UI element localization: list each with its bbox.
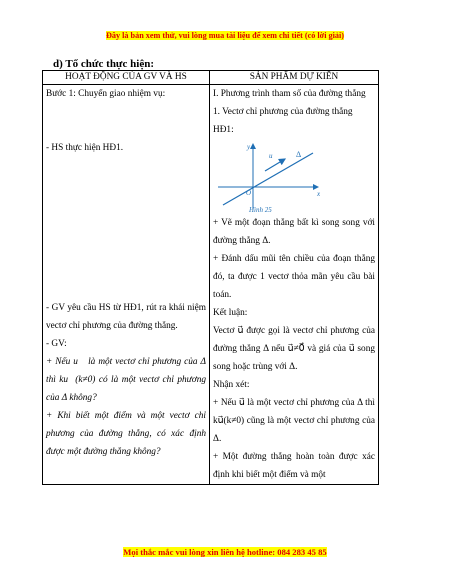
section-title: I. Phương trình tham số của đường thẳng xyxy=(213,89,366,99)
axis-y-label: y xyxy=(247,143,251,151)
header-products: SẢN PHẨM DỰ KIẾN xyxy=(210,71,379,85)
products-cell xyxy=(210,85,379,485)
activities-cell xyxy=(43,85,210,485)
hotline-text: Mọi thắc mắc vui lòng xin liên hệ hotline: 084 283 45 85 xyxy=(123,547,327,557)
header-activities: HOẠT ĐỘNG CỦA GV VÀ HS xyxy=(43,71,210,85)
origin-label: O xyxy=(246,189,252,197)
table-header-row xyxy=(43,71,379,85)
task-hd1-text: - HS thực hiện HĐ1. xyxy=(46,143,124,153)
subsection-title: 1. Vectơ chỉ phương của đường thẳng xyxy=(213,107,353,117)
item-2: + Đánh dấu mũi tên chiều của đoạn thẳng đó, ta được 1 vectơ thỏa mãn yêu cầu bài toán. xyxy=(213,254,375,300)
question-1: + Nếu u⃗ là một vectơ chỉ phương của Δ thì ku⃗(k≠0) có là một vectơ chỉ phương của Δ không? xyxy=(46,357,206,403)
section-heading: d) Tổ chức thực hiện: xyxy=(53,58,155,70)
preview-notice-banner xyxy=(0,31,450,40)
conclusion-text: Vectơ u⃗ được gọi là vectơ chỉ phương của đường thẳng Δ nếu u⃗≠0⃗ và giá của u⃗ song song hoặc trùng với Δ. xyxy=(213,326,375,372)
preview-notice-text: Đây là bản xem thử, vui lòng mua tài liệu để xem chi tiết (có lời giải) xyxy=(105,31,344,40)
hd1-label: HĐ1: xyxy=(213,125,234,135)
table-row xyxy=(43,85,379,485)
delta-label: Δ xyxy=(296,150,302,159)
step1-text: Bước 1: Chuyển giao nhiệm vụ: xyxy=(46,89,166,99)
question-2: + Khi biết một điểm và một vectơ chỉ phương của đường thẳng, có xác định được một đường thẳng không? xyxy=(46,411,206,457)
remark-label: Nhận xét: xyxy=(213,380,250,390)
figure-caption: Hình 25 xyxy=(249,206,272,214)
vector-label: u⃗ xyxy=(269,152,278,160)
coordinate-figure xyxy=(213,139,383,214)
gv-label: - GV: xyxy=(46,339,67,349)
line-delta xyxy=(223,153,313,205)
direction-vector xyxy=(265,159,285,171)
item-1: + Vẽ một đoạn thẳng bất kì song song với đường thẳng Δ. xyxy=(213,218,375,246)
remark-1: + Nếu u⃗ là một vectơ chỉ phương của Δ thì ku⃗(k≠0) cũng là một vectơ chỉ phương của Δ. xyxy=(213,398,375,444)
conclusion-label: Kết luận: xyxy=(213,308,248,318)
remark-2: + Một đường thẳng hoàn toàn được xác định khi biết một điểm và một xyxy=(213,452,375,480)
figure-25 xyxy=(213,139,375,214)
gv-request-text: - GV yêu cầu HS từ HĐ1, rút ra khái niệm vectơ chỉ phương của đường thẳng. xyxy=(46,303,206,331)
lesson-table xyxy=(42,70,379,485)
axis-x-label: x xyxy=(317,190,321,198)
hotline-banner xyxy=(0,547,450,557)
